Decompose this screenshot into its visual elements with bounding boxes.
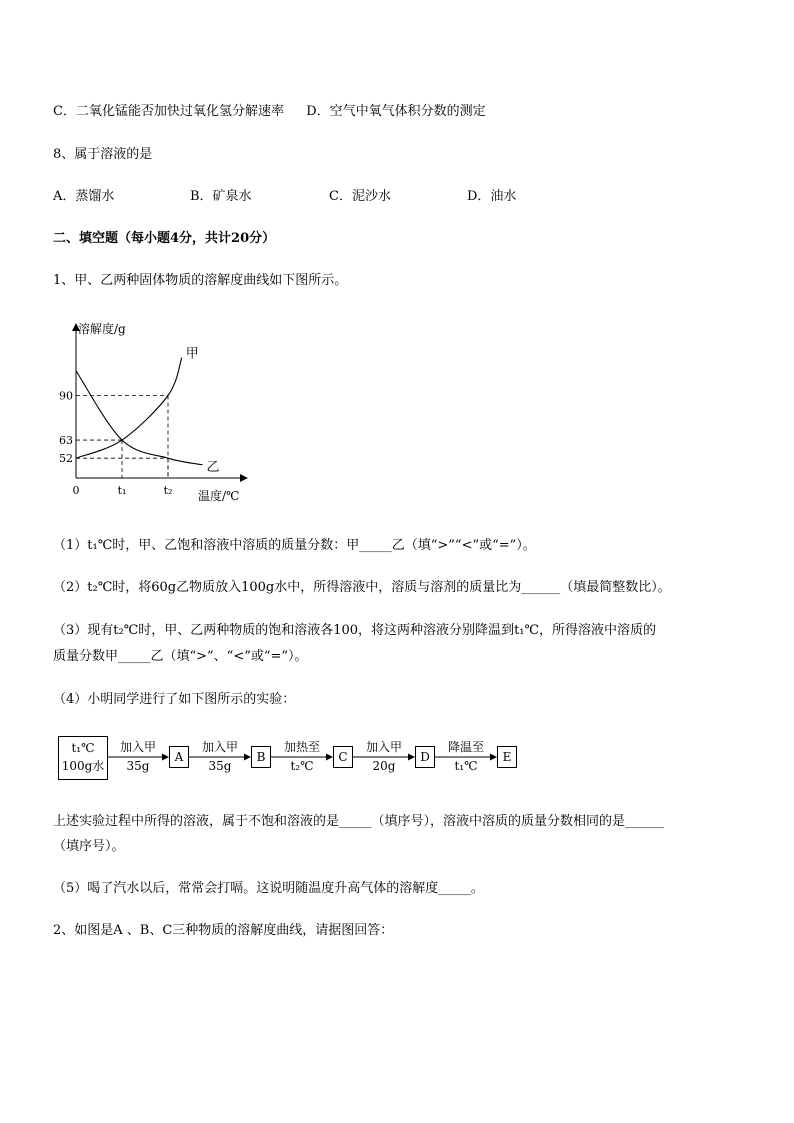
experiment-flow-diagram bbox=[58, 736, 528, 780]
flow-node-A: A bbox=[169, 746, 189, 768]
solubility-chart bbox=[52, 318, 262, 508]
part-4-answer-line1: 上述实验过程中所得的溶液，属于不饱和溶液的是_____（填序号），溶液中溶质的质量分数相同的是______ bbox=[53, 814, 665, 829]
q8-option-d: D．油水 bbox=[467, 189, 517, 204]
part-3-text-line1: （3）现有t₂℃时，甲、乙两种物质的饱和溶液各100，将这两种溶液分别降温到t₁℃，所得溶液中溶质的 bbox=[53, 623, 657, 638]
part-5-text: （5）喝了汽水以后，常常会打嗝。这说明随温度升高气体的溶解度_____。 bbox=[53, 881, 484, 896]
question-8-stem: 8、属于溶液的是 bbox=[53, 147, 153, 162]
flow-node-D: D bbox=[415, 746, 435, 768]
flow-step-2-action: 加热至 bbox=[283, 740, 320, 754]
flow-step-1-amount: 35g bbox=[208, 759, 232, 773]
y-tick-90: 90 bbox=[59, 389, 73, 403]
flow-step-3-amount: 20g bbox=[372, 759, 396, 773]
part-1-text: （1）t₁℃时，甲、乙饱和溶液中溶质的质量分数：甲_____乙（填“>”“<”或“=”）。 bbox=[53, 538, 536, 553]
y-axis-label: 溶解度/g bbox=[78, 322, 126, 336]
flow-step-4-amount: t₁℃ bbox=[454, 759, 478, 773]
part-2-text: （2）t₂℃时，将60g乙物质放入100g水中，所得溶液中，溶质与溶剂的质量比为______（填最简整数比）。 bbox=[53, 580, 671, 595]
flow-step-1-action: 加入甲 bbox=[201, 740, 238, 754]
y-tick-52: 52 bbox=[59, 452, 73, 466]
option-c-text: C．二氧化锰能否加快过氧化氢分解速率 bbox=[53, 104, 284, 119]
flow-step-0-action: 加入甲 bbox=[119, 740, 156, 754]
curve-jia bbox=[76, 358, 182, 459]
x-tick-1: t₁ bbox=[117, 484, 127, 497]
x-tick-2: t₂ bbox=[163, 484, 173, 497]
flow-step-4-action: 降温至 bbox=[447, 740, 484, 754]
flow-node-C: C bbox=[333, 746, 353, 768]
part-4-text: （4）小明同学进行了如下图所示的实验： bbox=[53, 692, 296, 707]
curve-yi bbox=[76, 371, 203, 465]
x-axis-label: 温度/℃ bbox=[198, 489, 240, 503]
q8-option-b: B．矿泉水 bbox=[190, 189, 252, 204]
option-c-prev bbox=[53, 100, 486, 119]
q8-option-c: C．泥沙水 bbox=[329, 189, 391, 204]
part-4-answer-line2: （填序号）。 bbox=[53, 839, 125, 854]
fill-question-1-stem: 1、甲、乙两种固体物质的溶解度曲线如下图所示。 bbox=[53, 273, 348, 288]
flow-step-0-amount: 35g bbox=[126, 759, 150, 773]
section-heading: 二、填空题（每小题4分，共计20分） bbox=[53, 231, 276, 246]
fill-question-2-stem: 2、如图是A 、B、C三种物质的溶解度曲线，请据图回答： bbox=[53, 923, 394, 938]
flow-node-E: E bbox=[497, 746, 517, 768]
q8-option-a: A．蒸馏水 bbox=[53, 189, 115, 204]
flow-node-B: B bbox=[251, 746, 271, 768]
flow-step-3-action: 加入甲 bbox=[365, 740, 402, 754]
option-d-text: D．空气中氧气体积分数的测定 bbox=[306, 104, 486, 119]
series-label-yi: 乙 bbox=[206, 459, 220, 475]
flow-step-2-amount: t₂℃ bbox=[290, 759, 314, 773]
flow-start-water: 100g水 bbox=[61, 759, 105, 773]
series-label-jia: 甲 bbox=[185, 346, 199, 362]
flow-start-temp: t₁℃ bbox=[71, 741, 95, 755]
y-tick-63: 63 bbox=[59, 434, 73, 448]
x-tick-0: 0 bbox=[72, 484, 80, 497]
part-3-text-line2: 质量分数甲_____乙（填“>”、“<”或“=”）。 bbox=[53, 649, 308, 664]
